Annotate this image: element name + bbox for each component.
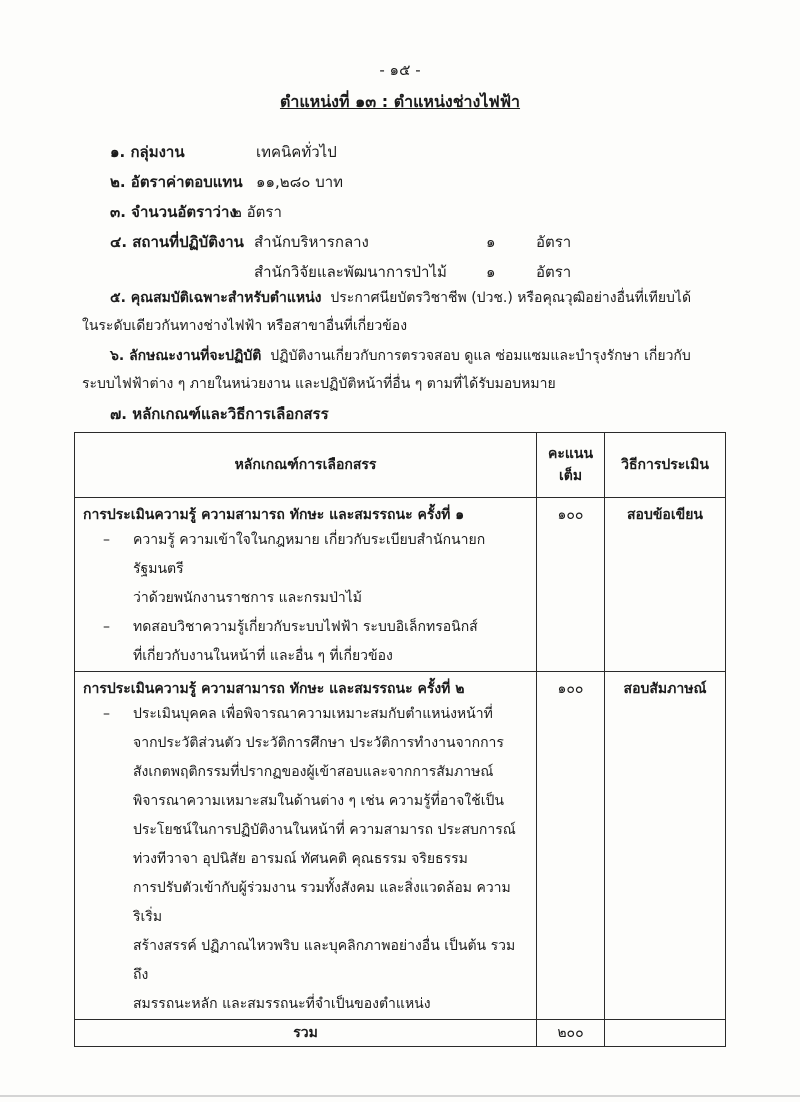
duties-label: ๖. ลักษณะงานที่จะปฏิบัติ <box>110 348 262 364</box>
bullet-line: ประเมินบุคคล เพื่อพิจารณาความเหมาะสมกับตำแหน่งหน้าที่ <box>133 706 493 722</box>
list-item <box>75 700 536 1019</box>
workplace-label: ๔. สถานที่ปฏิบัติงาน <box>110 233 244 251</box>
bullet-line: ประโยชน์ในการปฏิบัติงานในหน้าที่ ความสามารถ ประสบการณ์ <box>133 822 516 838</box>
criteria-table <box>74 432 726 1047</box>
bullet-line: พิจารณาความเหมาะสมในด้านต่าง ๆ เช่น ความรู้ที่อาจใช้เป็น <box>133 793 504 809</box>
workplace-unit: อัตรา <box>536 233 572 251</box>
method-cell: สอบสัมภาษณ์ <box>605 672 726 1020</box>
position-title-text: ตำแหน่งที่ ๑๓ : ตำแหน่งช่างไฟฟ้า <box>279 92 521 111</box>
workplace-count: ๑ <box>486 233 496 251</box>
score-cell: ๑๐๐ <box>537 498 605 672</box>
bullet-line: การปรับตัวเข้ากับผู้ร่วมงาน รวมทั้งสังคม และสิ่งแวดล้อม ความริเริ่ม <box>133 880 511 925</box>
bullet-line: สังเกตพฤติกรรมที่ปรากฏของผู้เข้าสอบและจากการสัมภาษณ์ <box>133 764 494 780</box>
bullet-line: ว่าด้วยพนักงานราชการ และกรมป่าไม้ <box>133 590 362 606</box>
qualification-paragraph <box>82 284 742 340</box>
vacancies-label: ๓. จำนวนอัตราว่าง <box>110 203 237 221</box>
scan-edge-line <box>0 1095 800 1097</box>
dash-icon: – <box>103 706 110 722</box>
header-criteria: หลักเกณฑ์การเลือกสรร <box>75 433 537 498</box>
salary-row <box>110 170 344 194</box>
position-title <box>0 90 800 115</box>
bullet-line: ความรู้ ความเข้าใจในกฎหมาย เกี่ยวกับระเบียบสำนักนายกรัฐมนตรี <box>133 532 486 577</box>
bullet-line: สร้างสรรค์ ปฏิภาณไหวพริบ และบุคลิกภาพอย่างอื่น เป็นต้น รวมถึง <box>133 938 516 983</box>
job-group-label: ๑. กลุ่มงาน <box>110 143 185 161</box>
dash-icon: – <box>103 532 110 548</box>
table-header-row <box>75 433 726 498</box>
total-label: รวม <box>75 1020 537 1047</box>
list-item <box>75 613 536 671</box>
duties-text-1: ปฏิบัติงานเกี่ยวกับการตรวจสอบ ดูแล ซ่อมแซมและบำรุงรักษา เกี่ยวกับ <box>270 348 691 364</box>
criteria-heading: ๗. หลักเกณฑ์และวิธีการเลือกสรร <box>110 405 329 423</box>
header-score <box>537 433 605 498</box>
criteria-cell <box>75 498 537 672</box>
bullet-line: ที่เกี่ยวกับงานในหน้าที่ และอื่น ๆ ที่เกี่ยวข้อง <box>133 648 393 664</box>
vacancies-value: ๒ อัตรา <box>232 203 282 221</box>
duties-text-2: ระบบไฟฟ้าต่าง ๆ ภายในหน่วยงาน และปฏิบัติหน้าที่อื่น ๆ ตามที่ได้รับมอบหมาย <box>82 376 556 392</box>
salary-value: ๑๑,๒๘๐ บาท <box>256 173 344 191</box>
salary-label: ๒. อัตราค่าตอบแทน <box>110 173 243 191</box>
total-empty-cell <box>605 1020 726 1047</box>
total-value: ๒๐๐ <box>537 1020 605 1047</box>
bullet-line: จากประวัติส่วนตัว ประวัติการศึกษา ประวัติการทำงานจากการ <box>133 735 504 751</box>
qualification-text-2: ในระดับเดียวกันทางช่างไฟฟ้า หรือสาขาอื่นที่เกี่ยวข้อง <box>82 318 408 334</box>
bullet-line: ทดสอบวิชาความรู้เกี่ยวกับระบบไฟฟ้า ระบบอิเล็กทรอนิกส์ <box>133 619 478 635</box>
workplace-name: สำนักวิจัยและพัฒนาการป่าไม้ <box>254 263 447 281</box>
bullet-line: ท่วงทีวาจา อุปนิสัย อารมณ์ ทัศนคติ คุณธรรม จริยธรรม <box>133 851 468 867</box>
header-method: วิธีการประเมิน <box>605 433 726 498</box>
qualification-label: ๕. คุณสมบัติเฉพาะสำหรับตำแหน่ง <box>110 290 322 306</box>
vacancies-row <box>110 200 282 224</box>
job-group-value: เทคนิคทั่วไป <box>256 143 337 161</box>
workplace-unit: อัตรา <box>536 263 572 281</box>
dash-icon: – <box>103 619 110 635</box>
bullet-line: สมรรถนะหลัก และสมรรถนะที่จำเป็นของตำแหน่ง <box>133 996 431 1012</box>
score-cell: ๑๐๐ <box>537 672 605 1020</box>
total-row <box>75 1020 726 1047</box>
method-cell: สอบข้อเขียน <box>605 498 726 672</box>
job-group-row <box>110 140 337 164</box>
table-row <box>75 498 726 672</box>
header-score-line-2: เต็ม <box>558 468 583 484</box>
duties-paragraph <box>82 342 742 398</box>
section-title: การประเมินความรู้ ความสามารถ ทักษะ และสมรรถนะ ครั้งที่ ๑ <box>83 507 465 523</box>
page-number: - ๑๕ - <box>379 61 421 79</box>
header-score-line-1: คะแนน <box>547 446 594 462</box>
workplace-count: ๑ <box>486 263 496 281</box>
workplace-name: สำนักบริหารกลาง <box>254 233 369 251</box>
workplace-row-1 <box>110 230 590 254</box>
criteria-cell <box>75 672 537 1020</box>
table-row <box>75 672 726 1020</box>
qualification-text-1: ประกาศนียบัตรวิชาชีพ (ปวช.) หรือคุณวุฒิอย่างอื่นที่เทียบได้ <box>330 290 692 306</box>
list-item <box>75 526 536 613</box>
section-title: การประเมินความรู้ ความสามารถ ทักษะ และสมรรถนะ ครั้งที่ ๒ <box>83 681 465 697</box>
